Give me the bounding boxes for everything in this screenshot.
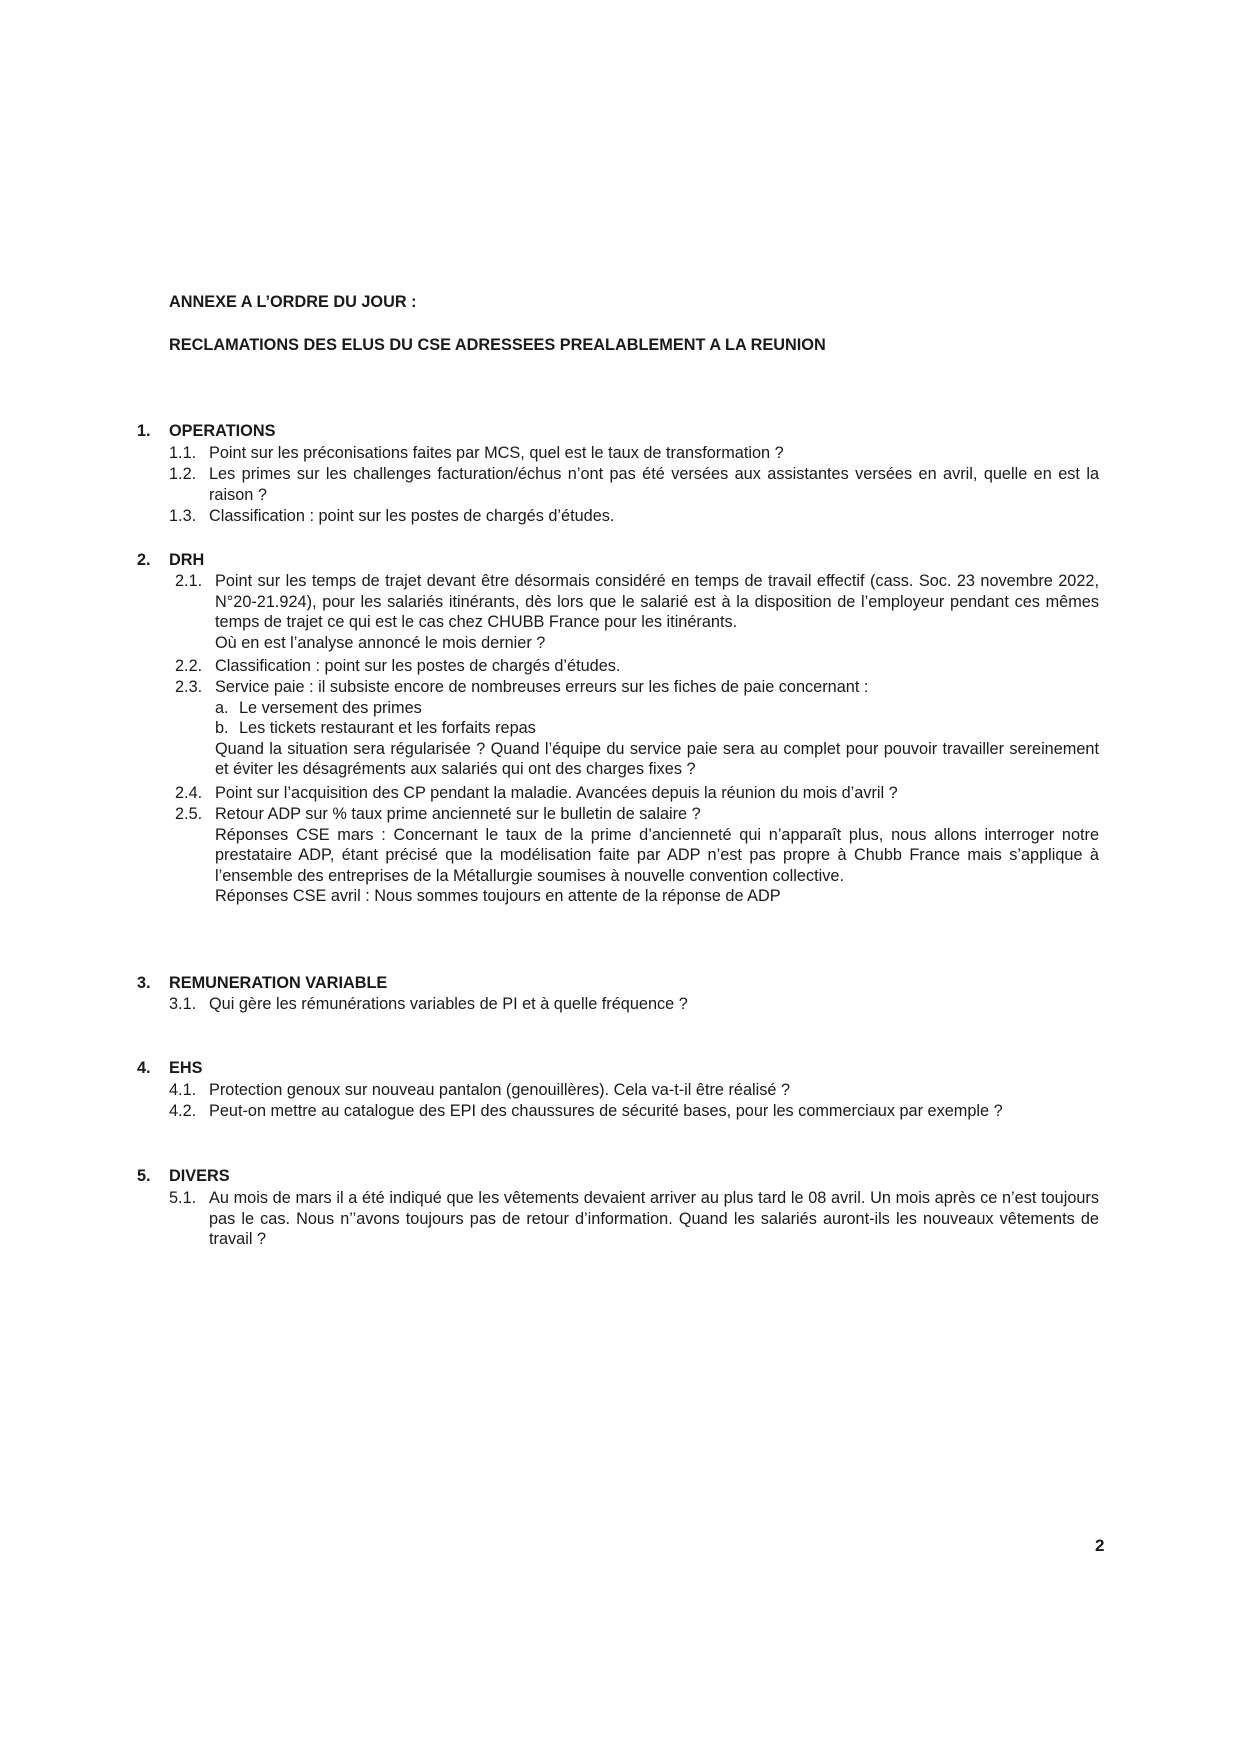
sub-item xyxy=(215,718,1099,739)
section-label: EHS xyxy=(169,1059,203,1077)
sub-item xyxy=(215,698,1099,719)
list-item xyxy=(175,804,1099,907)
list-item xyxy=(175,783,1099,804)
item-text: Peut-on mettre au catalogue des EPI des chaussures de sécurité bases, pour les commerciaux par exemple ? xyxy=(209,1102,1003,1120)
item-number: 1.1. xyxy=(169,444,197,462)
section-number: 1. xyxy=(137,422,151,440)
section-label: OPERATIONS xyxy=(169,422,276,440)
sub-item-letter: b. xyxy=(215,719,229,738)
item-text: Point sur l’acquisition des CP pendant la maladie. Avancées depuis la réunion du mois d’avril ? xyxy=(215,784,898,802)
list-item xyxy=(169,1188,1099,1250)
item-number: 1.2. xyxy=(169,465,197,483)
item-number: 2.5. xyxy=(175,805,203,823)
item-text: Retour ADP sur % taux prime ancienneté sur le bulletin de salaire ? xyxy=(215,805,701,823)
section-number: 5. xyxy=(137,1167,151,1185)
item-text: Classification : point sur les postes de chargés d’études. xyxy=(215,657,621,675)
item-number: 4.2. xyxy=(169,1102,197,1120)
item-text: Protection genoux sur nouveau pantalon (genouillères). Cela va-t-il être réalisé ? xyxy=(209,1081,791,1099)
item-number: 1.3. xyxy=(169,507,197,525)
list-item xyxy=(175,677,1099,780)
sub-item-text: Le versement des primes xyxy=(239,698,422,717)
item-number: 2.3. xyxy=(175,678,203,696)
section-number: 3. xyxy=(137,974,151,992)
list-item xyxy=(169,464,1099,505)
list-item xyxy=(175,656,1099,677)
item-text: Qui gère les rémunérations variables de PI et à quelle fréquence ? xyxy=(209,995,688,1013)
item-text: Point sur les préconisations faites par MCS, quel est le taux de transformation ? xyxy=(209,444,784,462)
section-number: 2. xyxy=(137,551,151,569)
annexe-title: ANNEXE A L’ORDRE DU JOUR : xyxy=(169,293,417,311)
section-label: REMUNERATION VARIABLE xyxy=(169,974,388,992)
list-item xyxy=(169,443,1099,464)
section-number: 4. xyxy=(137,1059,151,1077)
list-item xyxy=(169,506,1099,527)
document-subtitle: RECLAMATIONS DES ELUS DU CSE ADRESSEES PREALABLEMENT A LA REUNION xyxy=(169,336,826,354)
section-label: DIVERS xyxy=(169,1167,230,1185)
section-label: DRH xyxy=(169,551,205,569)
page-number: 2 xyxy=(1095,1536,1105,1555)
item-text: Point sur les temps de trajet devant être désormais considéré en temps de travail effectif (cass. Soc. 23 novembre 2022, N°20-21.924), pour les salariés itinérants, dès lors que le salarié est à la disposition de l’employeur pendant ces mêmes temps de trajet ce qui est le cas chez CHUBB France pour les itinérants. xyxy=(215,572,1099,632)
item-number: 2.2. xyxy=(175,657,203,675)
item-number: 3.1. xyxy=(169,995,197,1013)
item-text: Au mois de mars il a été indiqué que les vêtements devaient arriver au plus tard le 08 avril. Un mois après ce n’est toujours pas le cas. Nous n’’avons toujours pas de retour d’information. Quand les salariés auront-ils les nouveaux vêtements de travail ? xyxy=(209,1189,1099,1249)
item-text: Service paie : il subsiste encore de nombreuses erreurs sur les fiches de paie concernant : xyxy=(215,678,869,696)
list-item xyxy=(169,1080,1099,1101)
list-item xyxy=(169,994,1099,1015)
sub-item-text: Les tickets restaurant et les forfaits repas xyxy=(239,719,536,738)
item-followup: Réponses CSE avril : Nous sommes toujours en attente de la réponse de ADP xyxy=(215,887,781,906)
item-number: 5.1. xyxy=(169,1189,197,1207)
item-number: 2.1. xyxy=(175,572,203,590)
item-number: 4.1. xyxy=(169,1081,197,1099)
list-item xyxy=(175,571,1099,653)
item-followup: Réponses CSE mars : Concernant le taux de la prime d’ancienneté qui n’apparaît plus, nous allons interroger notre prestataire ADP, étant précisé que la modélisation faite par ADP n’est pas propre à Chubb France mais s’applique à l’ensemble des entreprises de la Métallurgie soumises à nouvelle convention collective. xyxy=(215,825,1099,885)
item-number: 2.4. xyxy=(175,784,203,802)
item-followup: Où en est l’analyse annoncé le mois dernier ? xyxy=(215,633,546,652)
list-item xyxy=(169,1101,1099,1122)
item-text: Les primes sur les challenges facturation/échus n’ont pas été versées aux assistantes versées en avril, quelle en est la raison ? xyxy=(209,465,1099,504)
item-followup: Quand la situation sera régularisée ? Quand l’équipe du service paie sera au complet pour pouvoir travailler sereinement et éviter les désagréments aux salariés qui ont des charges fixes ? xyxy=(215,739,1099,779)
sub-item-letter: a. xyxy=(215,698,229,717)
item-text: Classification : point sur les postes de chargés d’études. xyxy=(209,507,615,525)
